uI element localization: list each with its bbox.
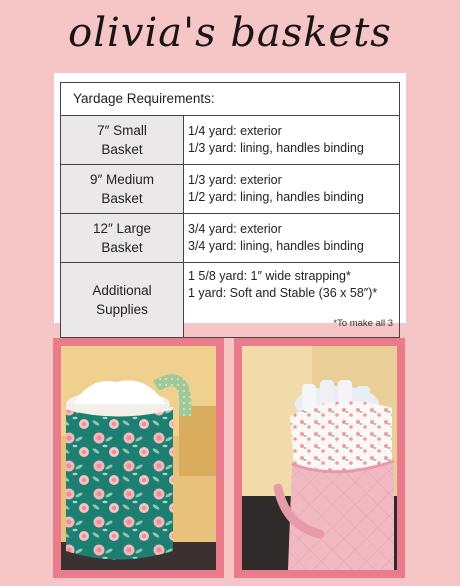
yardage-table <box>60 82 400 338</box>
row-values <box>184 165 399 213</box>
row-label <box>61 263 184 337</box>
row-value-line: 1/3 yard: lining, handles binding <box>188 141 364 155</box>
row-label-line: 9″ Medium <box>89 172 155 187</box>
row-value-line: 1/4 yard: exterior <box>188 124 282 138</box>
row-value-line: 1/2 yard: lining, handles binding <box>188 190 364 204</box>
table-header: Yardage Requirements: <box>61 83 399 116</box>
row-values <box>184 214 399 262</box>
row-label-line: Basket <box>101 191 143 206</box>
table-row <box>61 165 399 214</box>
photo-frame-pink-basket <box>234 338 405 578</box>
yardage-card <box>54 73 406 329</box>
row-value-line: 1 yard: Soft and Stable (36 x 58″)* <box>188 286 378 300</box>
row-label <box>61 165 184 213</box>
teal-basket-photo <box>61 346 216 570</box>
row-label <box>61 214 184 262</box>
teal-basket-illustration <box>61 346 216 570</box>
row-label-line: 12″ Large <box>92 221 152 236</box>
row-label-line: 7″ Small <box>97 123 147 138</box>
row-values <box>184 263 399 337</box>
footnote: *To make all 3 <box>333 318 393 329</box>
row-value-line: 1/3 yard: exterior <box>188 173 282 187</box>
pink-basket-illustration <box>242 346 397 570</box>
row-label-line: Basket <box>101 240 143 255</box>
row-value-line: 1 5/8 yard: 1″ wide strapping* <box>188 269 351 283</box>
row-value-line: 3/4 yard: lining, handles binding <box>188 239 364 253</box>
row-label <box>61 116 184 164</box>
row-value-line: 3/4 yard: exterior <box>188 222 282 236</box>
page-title: olivia's baskets <box>68 10 392 56</box>
row-values <box>184 116 399 164</box>
row-label-line: Supplies <box>96 302 148 317</box>
table-row <box>61 263 399 337</box>
table-row <box>61 116 399 165</box>
row-label-line: Additional <box>92 283 152 298</box>
row-label-line: Basket <box>101 142 143 157</box>
pink-basket-photo <box>242 346 397 570</box>
photo-frame-teal-basket <box>53 338 224 578</box>
table-row <box>61 214 399 263</box>
